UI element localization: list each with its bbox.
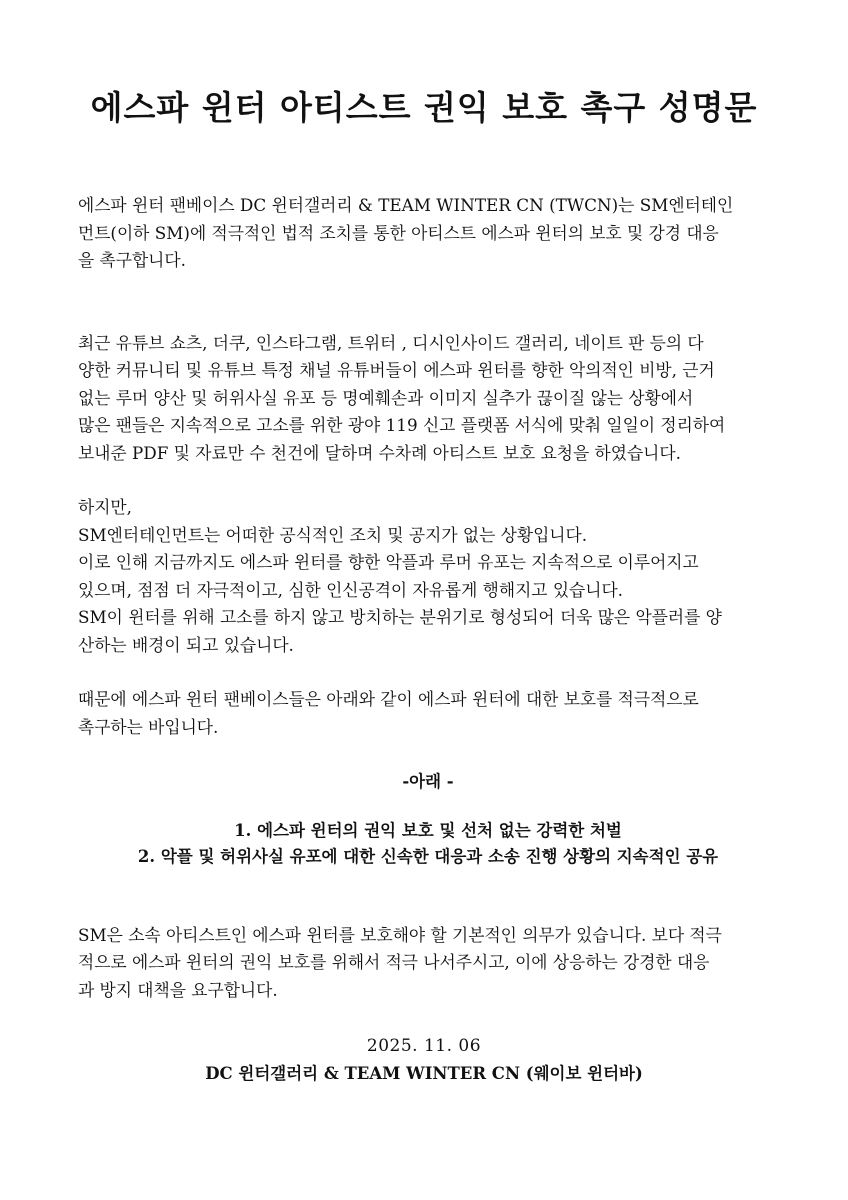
paragraph-background <box>78 330 778 468</box>
demands-list <box>78 818 778 870</box>
text-line: 양한 커뮤니티 및 유튜브 특정 채널 유튜버들이 에스파 윈터를 향한 악의적인 비방, 근거 <box>78 360 715 380</box>
text-line: 산하는 배경이 되고 있습니다. <box>78 634 294 655</box>
text-line: SM이 윈터를 위해 고소를 하지 않고 방치하는 분위기로 형성되어 더욱 많은 악플러를 양 <box>78 607 722 627</box>
text-line: SM은 소속 아티스트인 에스파 윈터를 보호해야 할 기본적인 의무가 있습니다. 보다 적극 <box>78 924 722 945</box>
text-line: 촉구하는 바입니다. <box>78 716 219 737</box>
statement-date: 2025. 11. 06 <box>366 1036 482 1056</box>
text-line: 많은 팬들은 지속적으로 고소를 위한 광야 119 신고 플랫폼 서식에 맞춰 일일이 정리하여 <box>78 415 726 435</box>
text-line: SM엔터테인먼트는 어떠한 공식적인 조치 및 공지가 없는 상황입니다. <box>78 524 588 545</box>
text-line: 적으로 에스파 윈터의 권익 보호를 위해서 적극 나서주시고, 이에 상응하는 강경한 대응 <box>78 952 710 972</box>
text-line: 하지만, <box>78 497 132 517</box>
text-line: 을 촉구합니다. <box>78 250 186 270</box>
paragraph-however <box>78 494 778 659</box>
text-line: 이로 인해 지금까지도 에스파 윈터를 향한 악플과 루머 유포는 지속적으로 이루어지고 <box>78 552 699 572</box>
statement-signature: DC 윈터갤러리 & TEAM WINTER CN (웨이보 윈터바) <box>205 1064 643 1083</box>
text-line: 과 방지 대책을 요구합니다. <box>78 979 278 1000</box>
paragraph-therefore <box>78 686 778 741</box>
text-line: 에스파 윈터 팬베이스 DC 윈터갤러리 & TEAM WINTER CN (TWCN)는 SM엔터테인 <box>78 195 734 215</box>
text-line: 있으며, 점점 더 자극적이고, 심한 인신공격이 자유롭게 행해지고 있습니다. <box>78 579 624 600</box>
paragraph-intro <box>78 192 778 275</box>
demand-item: 1. 에스파 윈터의 권익 보호 및 선처 없는 강력한 처벌 <box>234 820 622 840</box>
statement-body <box>78 192 778 1004</box>
paragraph-conclusion <box>78 922 778 1005</box>
text-line: 보내준 PDF 및 자료만 수 천건에 달하며 수차례 아티스트 보호 요청을 하였습니다. <box>78 442 681 463</box>
demand-item: 2. 악플 및 허위사실 유포에 대한 신속한 대응과 소송 진행 상황의 지속적인 공유 <box>137 846 719 866</box>
notice-label: -아래 - <box>402 772 454 791</box>
text-line: 최근 유튜브 쇼츠, 더쿠, 인스타그램, 트위터 , 디시인사이드 갤러리, 네이트 판 등의 다 <box>78 332 704 353</box>
text-line: 먼트(이하 SM)에 적극적인 법적 조치를 통한 아티스트 에스파 윈터의 보호 및 강경 대응 <box>78 222 719 243</box>
text-line: 없는 루머 양산 및 허위사실 유포 등 명예훼손과 이미지 실추가 끊이질 않는 상황에서 <box>78 387 694 408</box>
text-line: 때문에 에스파 윈터 팬베이스들은 아래와 같이 에스파 윈터에 대한 보호를 적극적으로 <box>78 689 699 709</box>
statement-title: 에스파 윈터 아티스트 권익 보호 촉구 성명문 <box>90 88 758 127</box>
